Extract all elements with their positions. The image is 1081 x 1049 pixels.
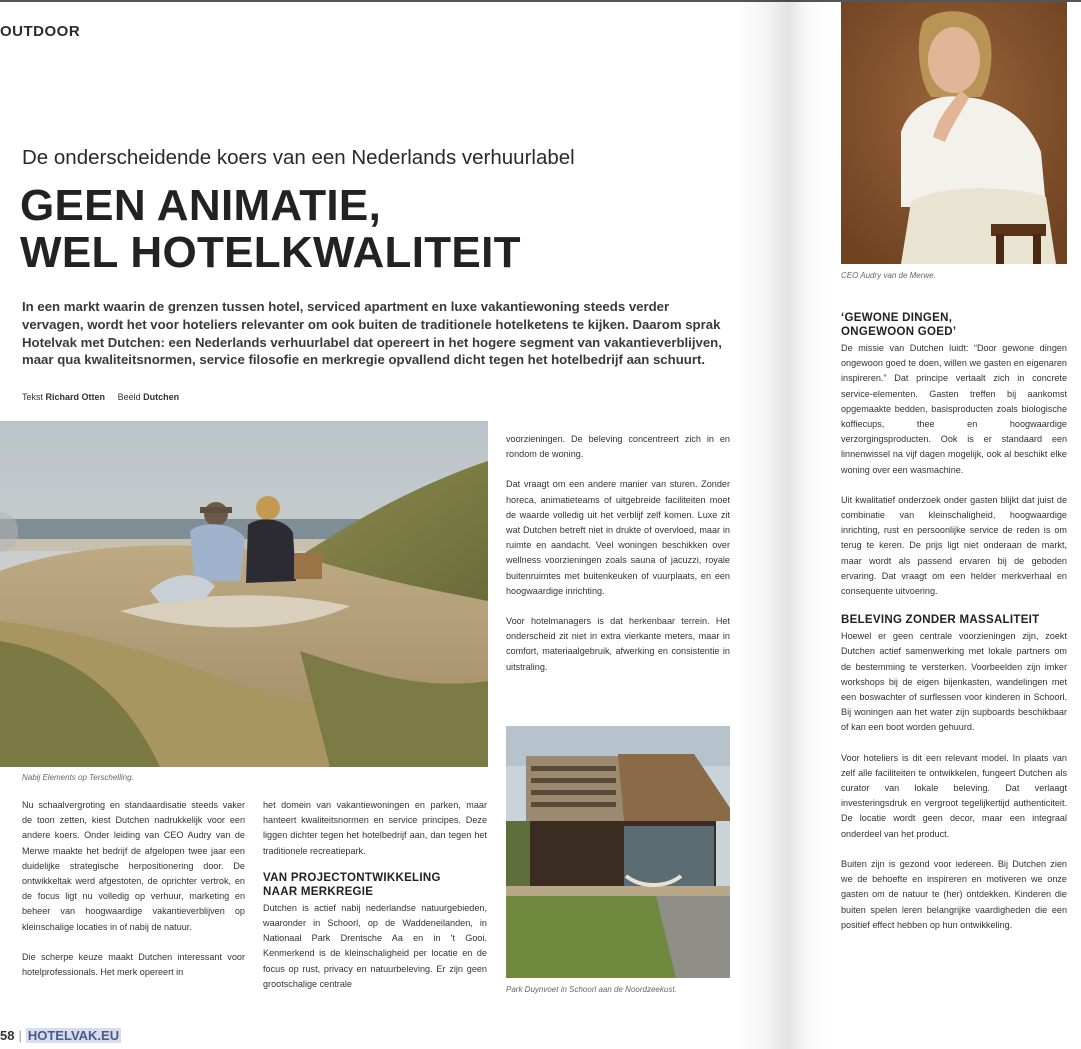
column-1 xyxy=(22,798,245,995)
dunes-photo-illustration xyxy=(0,421,488,767)
col4-paragraph-5: Buiten zijn is gezond voor iedereen. Bij Dutchen zien we de behoefte en inspireren en motiveren we onze gasten om de natuur te (her) ontdekken. Kinderen die buiten spelen leren belangrijke vaardigheden die een positief effect hebben op hun ontwikkeling. xyxy=(841,858,1067,930)
col4-heading-1 xyxy=(841,311,1067,339)
page-number: 58 xyxy=(0,1028,15,1043)
section-label: OUTDOOR xyxy=(0,23,81,40)
col3-paragraph-2: Dat vraagt om een andere manier van sturen. Zonder horeca, animatieteams of uitgebreide faciliteiten moet de waarde volledig uit het verblijf zelf komen. Luxe zit wat Dutchen betreft niet in drukte of overvloed, maar in ruimte en aandacht. Veel woningen beschikken over wellness voorzieningen zoals sauna of jacuzzi, royale buitenruimtes met buitenkeuken of vuurplaats, en een hoogwaardige inrichting. xyxy=(506,479,730,596)
col1-paragraph-2: Die scherpe keuze maakt Dutchen interessant voor hotelprofessionals. Het merk opereert in xyxy=(22,951,245,978)
col2-heading xyxy=(263,871,487,899)
column-2 xyxy=(263,798,487,1007)
col4-heading-1-line-1: ‘GEWONE DINGEN, xyxy=(841,312,953,324)
col4-paragraph-4: Voor hoteliers is dit een relevant model. In plaats van zelf alle faciliteiten te ontwikkelen, fungeert Dutchen als curator van lokale beleving. Dat verlaagt investeringsdruk en vergroot tegelijkertijd authenticiteit. De locatie wordt geen decor, maar een integraal onderdeel van het product. xyxy=(841,752,1067,839)
col2-heading-line-2: NAAR MERKREGIE xyxy=(263,885,374,898)
col3-paragraph-1: voorzieningen. De beleving concentreert zich in en rondom de woning. xyxy=(506,434,730,460)
col4-paragraph-1: De missie van Dutchen luidt: “Door gewone dingen ongewoon goed te doen, willen we gasten en eigenaren inspireren.” Dat principe vertaalt zich in concrete service-elementen. Gasten treffen bij aankomst opgemaakte bedden, basisproducten zoals biologische koffiecups, thee en hoogwaardige verzorgingsproducten. Ook is er standaard een linnenwissel na vijf dagen mogelijk, ook al beschikt elke woning over een wasmachine. xyxy=(841,343,1067,475)
article-intro: In een markt waarin de grenzen tussen hotel, serviced apartment en luxe vakantiewoning steeds verder vervagen, wordt het voor hoteliers relevanter om ook buiten de traditionele hotelketens te kijken. Daarom sprak Hotelvak met Dutchen: een Nederlands verhuurlabel dat opereert in het hogere segment van vakantieverblijven, maar qua kwaliteitsnormen, service filosofie en merkregie opvallend dicht tegen het hotelbedrijf aan schuurt. xyxy=(22,299,722,368)
col4-heading-2: BELEVING ZONDER MASSALITEIT xyxy=(841,614,1040,627)
credit-photographer: Dutchen xyxy=(143,392,180,402)
col2-heading-line-1: VAN PROJECTONTWIKKELING xyxy=(263,871,441,884)
col1-paragraph-1: Nu schaalvergroting en standaardisatie steeds vaker de toon zetten, kiest Dutchen nadrukkelijk voor een andere koers. Onder leiding van CEO Audry van de Merwe maakte het bedrijf de afgelopen twee jaar een duidelijke strategische herpositionering door. De ontwikkeltak werd afgestoten, de oprichter vertrok, en de focus ligt nu volledig op verhuur, marketing en beheer van hoogwaardige vakantieverblijven op kleinschalige locaties in of nabij de natuur. xyxy=(22,800,245,932)
col2-paragraph-1: het domein van vakantiewoningen en parken, maar hanteert kwaliteitsnormen en service principes. Deze liggen dichter tegen het hotelbedrijf aan, dan tegen het traditionele recreatiepark. xyxy=(263,800,487,856)
ceo-photo xyxy=(841,2,1067,264)
ceo-photo-illustration xyxy=(841,2,1067,264)
col4-paragraph-2: Uit kwalitatief onderzoek onder gasten blijkt dat juist de combinatie van kleinschaligheid, hoogwaardige inrichting, rust en persoonlijke service de reden is om terug te keren. De prijs ligt niet onderaan de markt, maar wordt als passend ervaren bij de geboden ervaring. Dat vraagt om een helder merkverhaal en consequente uitvoering. xyxy=(841,494,1067,597)
article-credits xyxy=(22,392,179,402)
credit-image-label: Beeld xyxy=(117,392,141,402)
footer-brand-link[interactable]: HOTELVAK.EU xyxy=(27,1028,120,1043)
dunes-caption: Nabij Elements op Terschelling. xyxy=(22,773,134,782)
col3-paragraph-3: Voor hotelmanagers is dat herkenbaar terrein. Het onderscheid zit niet in extra vierkante meters, maar in comfort, materiaalgebruik, afwerking en consistentie in uitstraling. xyxy=(506,616,730,672)
credit-author: Richard Otten xyxy=(45,392,106,402)
house-caption: Park Duynvoet in Schoorl aan de Noordzeekust. xyxy=(506,985,677,994)
footer-divider: | xyxy=(18,1028,22,1043)
col2-paragraph-2: Dutchen is actief nabij nederlandse natuurgebieden, waaronder in Schoorl, op de Waddeneilanden, in Nationaal Park Drentsche Aa en in 't Gooi. Kenmerkend is de kleinschaligheid per locatie en de focus op rust, privacy en natuurbeleving. Er zijn geen grootschalige centrale xyxy=(263,902,487,989)
headline-line-2: WEL HOTELKWALITEIT xyxy=(20,228,521,277)
col4-paragraph-3: Hoewel er geen centrale voorzieningen zijn, zoekt Dutchen actief samenwerking met lokale partners om de bestemming te versterken. Voorbeelden zijn imker workshops bij de eigen bijenkasten, wandelingen met een boswachter of surflessen voor kinderen in Schoorl. Bij woningen aan het water zijn supboards beschikbaar of kan een boot worden gehuurd. xyxy=(841,631,1067,733)
page-gutter-shadow xyxy=(738,0,828,1049)
page-footer xyxy=(0,1028,121,1043)
house-photo-illustration xyxy=(506,726,730,978)
article-headline xyxy=(20,182,521,276)
col4-heading-1-line-2: ONGEWOON GOED’ xyxy=(841,326,957,338)
article-kicker: De onderscheidende koers van een Nederlands verhuurlabel xyxy=(22,146,575,169)
column-4 xyxy=(841,311,1067,948)
headline-line-1: GEEN ANIMATIE, xyxy=(20,181,382,230)
credit-text-label: Tekst xyxy=(22,392,44,402)
dunes-photo xyxy=(0,421,488,767)
house-photo xyxy=(506,726,730,978)
column-3 xyxy=(506,432,730,690)
ceo-caption: CEO Audry van de Merwe. xyxy=(841,271,936,280)
